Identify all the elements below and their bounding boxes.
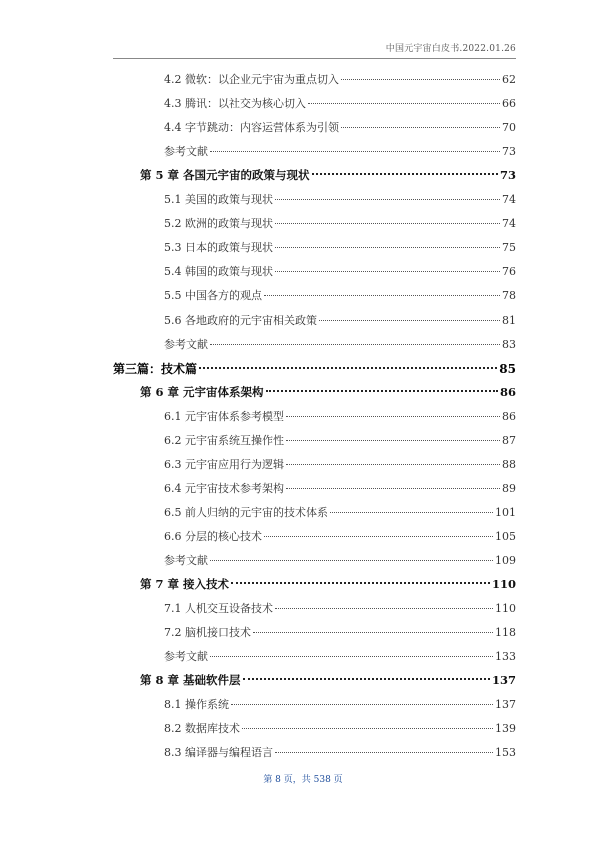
toc-entry[interactable] [164, 480, 516, 498]
dot-leader [210, 656, 493, 657]
dot-leader [341, 127, 500, 128]
toc-entry[interactable] [164, 408, 516, 426]
dot-leader [341, 79, 500, 80]
toc-entry-page: 86 [499, 384, 516, 399]
toc-entry[interactable] [164, 95, 516, 113]
dot-leader [308, 103, 500, 104]
toc-entry[interactable] [164, 336, 516, 354]
toc-entry-page: 110 [491, 577, 516, 592]
toc-entry[interactable] [164, 744, 516, 762]
toc-entry[interactable] [164, 456, 516, 474]
dot-leader [243, 678, 490, 680]
toc-entry-label: 第 5 章 各国元宇宙的政策与现状 [140, 168, 310, 183]
toc-entry[interactable] [164, 119, 516, 137]
toc-entry[interactable] [164, 287, 516, 305]
dot-leader [286, 416, 500, 417]
dot-leader [275, 223, 500, 224]
dot-leader [319, 320, 500, 321]
toc-entry-label: 6.2 元宇宙系统互操作性 [164, 433, 284, 447]
toc-entry-page: 62 [502, 73, 516, 86]
toc-entry-label: 参考文献 [164, 650, 208, 664]
toc-entry-page: 137 [491, 673, 516, 688]
toc-entry[interactable] [164, 215, 516, 233]
page-footer: 第 8 页，共 538 页 [263, 775, 343, 785]
toc-entry[interactable] [164, 191, 516, 209]
toc-entry-label: 6.4 元宇宙技术参考架构 [164, 481, 284, 495]
toc-entry-label: 第 7 章 接入技术 [140, 577, 230, 592]
toc-entry-page: 83 [502, 337, 516, 351]
toc-entry-page: 75 [502, 241, 516, 255]
toc-entry-page: 76 [502, 265, 516, 279]
toc-entry-page: 101 [495, 505, 516, 519]
dot-leader [242, 728, 493, 729]
toc-entry-label: 4.4 字节跳动：内容运营体系为引领 [164, 121, 339, 135]
dot-leader [264, 536, 493, 537]
toc-entry[interactable] [164, 504, 516, 522]
dot-leader [210, 560, 493, 561]
dot-leader [286, 488, 500, 489]
dot-leader [266, 390, 498, 392]
toc-entry-page: 81 [502, 313, 516, 327]
toc-entry-page: 86 [502, 409, 516, 423]
toc-entry[interactable] [164, 432, 516, 450]
toc-entry-label: 5.2 欧洲的政策与现状 [164, 217, 273, 231]
dot-leader [210, 151, 500, 152]
toc-entry-label: 4.2 微软：以企业元宇宙为重点切入 [164, 73, 339, 86]
toc-entry-page: 87 [502, 433, 516, 447]
toc-entry[interactable] [164, 648, 516, 666]
toc-entry-label: 第三篇：技术篇 [113, 361, 198, 376]
dot-leader [253, 632, 493, 633]
toc-entry-page: 78 [502, 289, 516, 303]
toc-entry[interactable] [164, 720, 516, 738]
dot-leader [199, 367, 497, 369]
toc-entry-page: 66 [502, 97, 516, 111]
toc-entry-label: 6.1 元宇宙体系参考模型 [164, 409, 284, 423]
toc-entry-label: 5.5 中国各方的观点 [164, 289, 262, 303]
toc-entry[interactable] [140, 167, 516, 185]
toc-entry-label: 5.6 各地政府的元宇宙相关政策 [164, 313, 317, 327]
toc-entry[interactable] [164, 312, 516, 330]
toc-entry-page: 105 [495, 529, 516, 543]
toc-entry[interactable] [164, 552, 516, 570]
toc-entry-label: 4.3 腾讯：以社交为核心切入 [164, 97, 306, 111]
dot-leader [286, 464, 500, 465]
dot-leader [231, 704, 493, 705]
toc-entry[interactable] [140, 672, 516, 690]
dot-leader [286, 440, 500, 441]
toc-entry-page: 133 [495, 650, 516, 664]
toc-entry-label: 第 8 章 基础软件层 [140, 673, 241, 688]
dot-leader [264, 295, 500, 296]
toc-entry-page: 70 [502, 121, 516, 135]
toc-entry-label: 参考文献 [164, 554, 208, 567]
dot-leader [330, 512, 493, 513]
header-rule [113, 58, 516, 59]
toc-entry-label: 5.4 韩国的政策与现状 [164, 265, 273, 279]
toc-entry-page: 153 [495, 746, 516, 760]
toc-entry-page: 85 [499, 361, 516, 376]
toc-entry-label: 6.3 元宇宙应用行为逻辑 [164, 457, 284, 471]
toc-entry-label: 8.1 操作系统 [164, 698, 229, 712]
toc-entry-page: 89 [502, 481, 516, 495]
toc-entry-label: 参考文献 [164, 145, 208, 159]
toc-entry-label: 6.6 分层的核心技术 [164, 529, 262, 543]
toc-entry-page: 88 [502, 457, 516, 471]
toc-entry[interactable] [140, 576, 516, 594]
dot-leader [275, 247, 500, 248]
toc-entry-page: 109 [495, 554, 516, 567]
toc-entry-label: 6.5 前人归纳的元宇宙的技术体系 [164, 505, 328, 519]
toc-entry-page: 118 [495, 626, 516, 640]
toc-entry-label: 5.3 日本的政策与现状 [164, 241, 273, 255]
running-header: 中国元宇宙白皮书.2022.01.26 [385, 44, 516, 54]
dot-leader [275, 608, 493, 609]
toc-entry-page: 74 [502, 193, 516, 207]
toc-entry[interactable] [140, 384, 516, 402]
toc-entry[interactable] [164, 239, 516, 257]
toc-entry-page: 73 [499, 168, 516, 183]
toc-entry-label: 7.2 脑机接口技术 [164, 626, 251, 640]
dot-leader [275, 752, 493, 753]
toc-entry-label: 8.2 数据库技术 [164, 722, 240, 736]
toc-entry-page: 73 [502, 145, 516, 159]
toc-entry-label: 参考文献 [164, 337, 208, 351]
toc-entry-label: 8.3 编译器与编程语言 [164, 746, 273, 760]
toc-entry[interactable] [164, 600, 516, 618]
toc-entry-page: 139 [495, 722, 516, 736]
toc-entry[interactable] [164, 528, 516, 546]
dot-leader [275, 271, 500, 272]
toc-entry[interactable] [164, 263, 516, 281]
toc-entry[interactable] [164, 143, 516, 161]
toc-entry[interactable] [164, 71, 516, 89]
dot-leader [210, 344, 500, 345]
toc-entry-label: 7.1 人机交互设备技术 [164, 602, 273, 616]
toc-entry-page: 110 [495, 602, 516, 616]
toc-entry-page: 74 [502, 217, 516, 231]
dot-leader [312, 173, 498, 175]
dot-leader [231, 582, 490, 584]
toc-entry-page: 137 [495, 698, 516, 712]
dot-leader [275, 199, 500, 200]
toc-entry[interactable] [164, 624, 516, 642]
toc-entry-label: 5.1 美国的政策与现状 [164, 193, 273, 207]
toc-entry[interactable] [164, 696, 516, 714]
toc-entry[interactable] [113, 360, 516, 378]
toc-entry-label: 第 6 章 元宇宙体系架构 [140, 384, 264, 399]
